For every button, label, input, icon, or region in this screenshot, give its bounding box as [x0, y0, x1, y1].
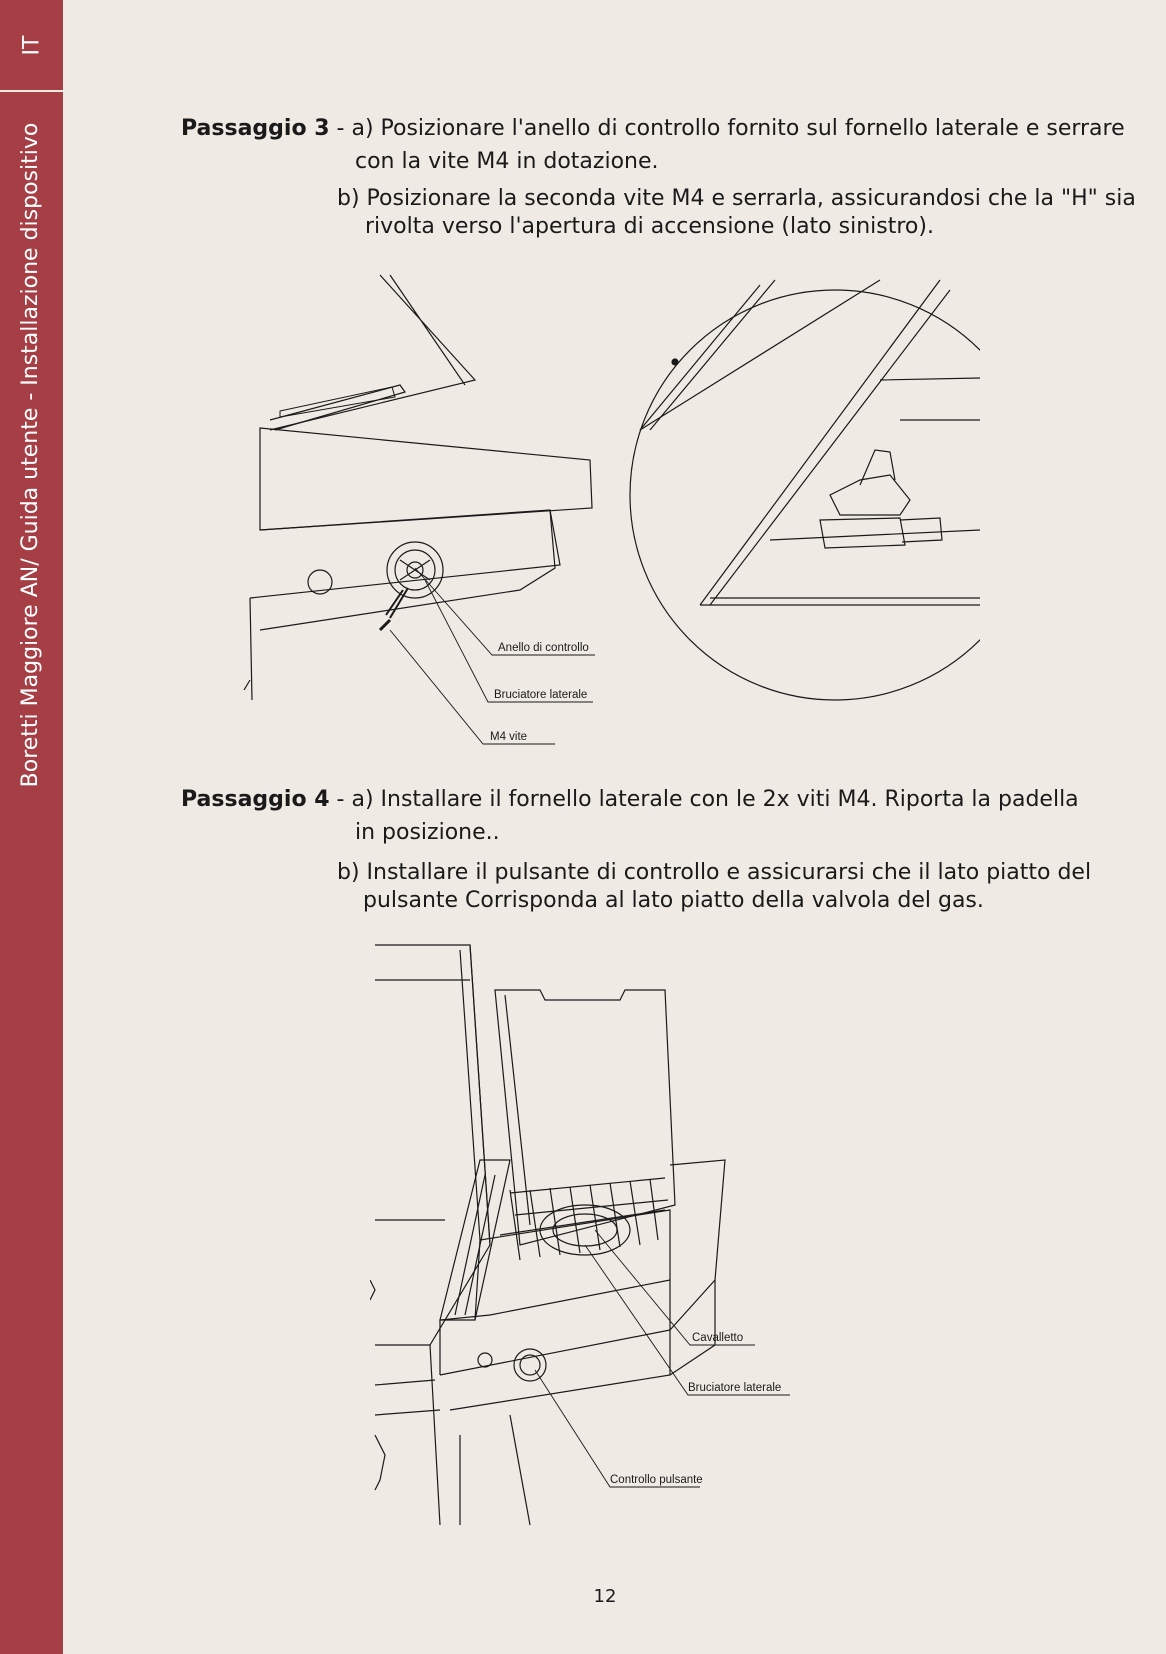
step4-a-line2: in posizione.. — [355, 820, 500, 845]
step3-illustration — [240, 270, 980, 750]
callout-bruciatore-laterale-2: Bruciatore laterale — [688, 1382, 782, 1394]
callout-bruciatore-laterale: Bruciatore laterale — [494, 689, 588, 701]
step3-label: Passaggio 3 — [181, 116, 330, 141]
step4-b-line2: pulsante Corrisponda al lato piatto della valvola del gas. — [363, 888, 984, 913]
step3-b-line1: b) Posizionare la seconda vite M4 e serrarla, assicurandosi che la "H" sia — [337, 186, 1136, 211]
step4-b-line1: b) Installare il pulsante di controllo e assicurarsi che il lato piatto del — [337, 860, 1092, 885]
step4-a-text: - a) Installare il fornello laterale con le 2x viti M4. Riporta la padella — [329, 787, 1079, 812]
step3-a-line2: con la vite M4 in dotazione. — [355, 149, 659, 174]
step3-a-line1 — [181, 114, 1125, 144]
page-number: 12 — [593, 1586, 617, 1607]
step3-b-line2: rivolta verso l'apertura di accensione (lato sinistro). — [365, 214, 934, 239]
callout-m4-vite: M4 vite — [490, 731, 528, 743]
step3-a-text: - a) Posizionare l'anello di controllo fornito sul fornello laterale e serrare — [329, 116, 1125, 141]
step4-a-line1 — [181, 785, 1079, 815]
callout-controllo-pulsante: Controllo pulsante — [610, 1474, 703, 1486]
step4-label: Passaggio 4 — [181, 787, 330, 812]
callout-cavalletto: Cavalletto — [692, 1332, 744, 1344]
callout-anello-di-controllo: Anello di controllo — [498, 642, 589, 654]
sidebar — [0, 0, 63, 1654]
sidebar-title: Boretti Maggiore AN/ Guida utente - Installazione dispositivo — [18, 122, 43, 788]
language-label: IT — [19, 35, 44, 55]
step4-illustration — [370, 935, 850, 1535]
language-tab — [0, 0, 63, 92]
